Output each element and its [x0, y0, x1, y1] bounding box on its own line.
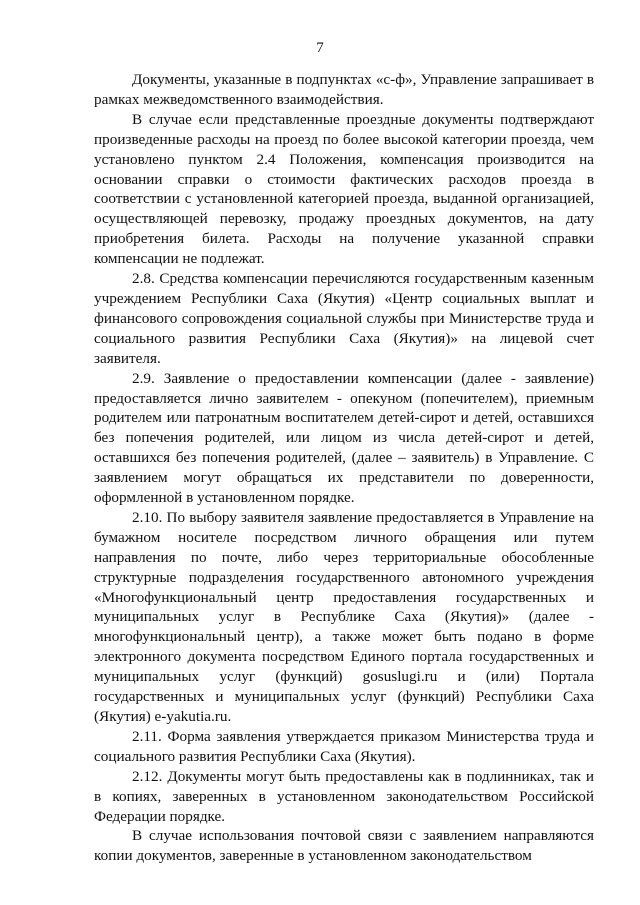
document-body	[94, 70, 594, 866]
paragraph-postal-submission: В случае использования почтовой связи с заявлением направляются копии документов, заверенные в установленном законодательством	[94, 827, 594, 865]
paragraph-higher-category-travel: В случае если представленные проездные документы подтверждают произведенные расходы на проезд по более высокой категории проезда, чем установлено пунктом 2.4 Положения, компенсация производится на основании справки о стоимости фактических расходов проезда в соответствии с установленной категорией проезда, выданной организацией, осуществляющей перевозку, продажу проездных документов, на дату приобретения билета. Расходы на получение указанной справки компенсации не подлежат.	[94, 110, 594, 268]
paragraph-2-8-compensation-transfer: 2.8. Средства компенсации перечисляются государственным казенным учреждением Республики Саха (Якутия) «Центр социальных выплат и финансового сопровождения социальной службы при Министерстве труда и социального развития Республики Саха (Якутия)» на лицевой счет заявителя.	[94, 270, 594, 367]
paragraph-2-9-application-submission: 2.9. Заявление о предоставлении компенсации (далее - заявление) предоставляется лично заявителем - опекуном (попечителем), приемным родителем или патронатным воспитателем детей-сирот и детей, оставшихся без попечения родителей, или лицом из числа детей-сирот и детей, оставшихся без попечения родителей, (далее – заявитель) в Управление. С заявлением могут обращаться их представители по доверенности, оформленной в установленном порядке.	[94, 369, 594, 507]
paragraph-documents-request: Документы, указанные в подпунктах «с-ф», Управление запрашивает в рамках межведомственного взаимодействия.	[94, 71, 594, 108]
paragraph-2-10-submission-method: 2.10. По выбору заявителя заявление предоставляется в Управление на бумажном носителе посредством личного обращения или путем направления по почте, либо через территориальные обособленные структурные подразделения государственного автономного учреждения «Многофункциональный центр предоставления государственных и муниципальных услуг в Республике Саха (Якутия)» (далее - многофункциональный центр), а также может быть подано в форме электронного документа посредством Единого портала государственных и муниципальных услуг (функций) gosuslugi.ru и (или) Портала государственных и муниципальных услуг (функций) Республики Саха (Якутия) e-yakutia.ru.	[94, 508, 594, 725]
paragraph-2-11-application-form: 2.11. Форма заявления утверждается приказом Министерства труда и социального развития Республики Саха (Якутия).	[94, 727, 594, 765]
page-number: 7	[316, 40, 324, 56]
paragraph-2-12-document-copies: 2.12. Документы могут быть предоставлены как в подлинниках, так и в копиях, заверенных в установленном законодательством Российской Федерации порядке.	[94, 767, 594, 825]
